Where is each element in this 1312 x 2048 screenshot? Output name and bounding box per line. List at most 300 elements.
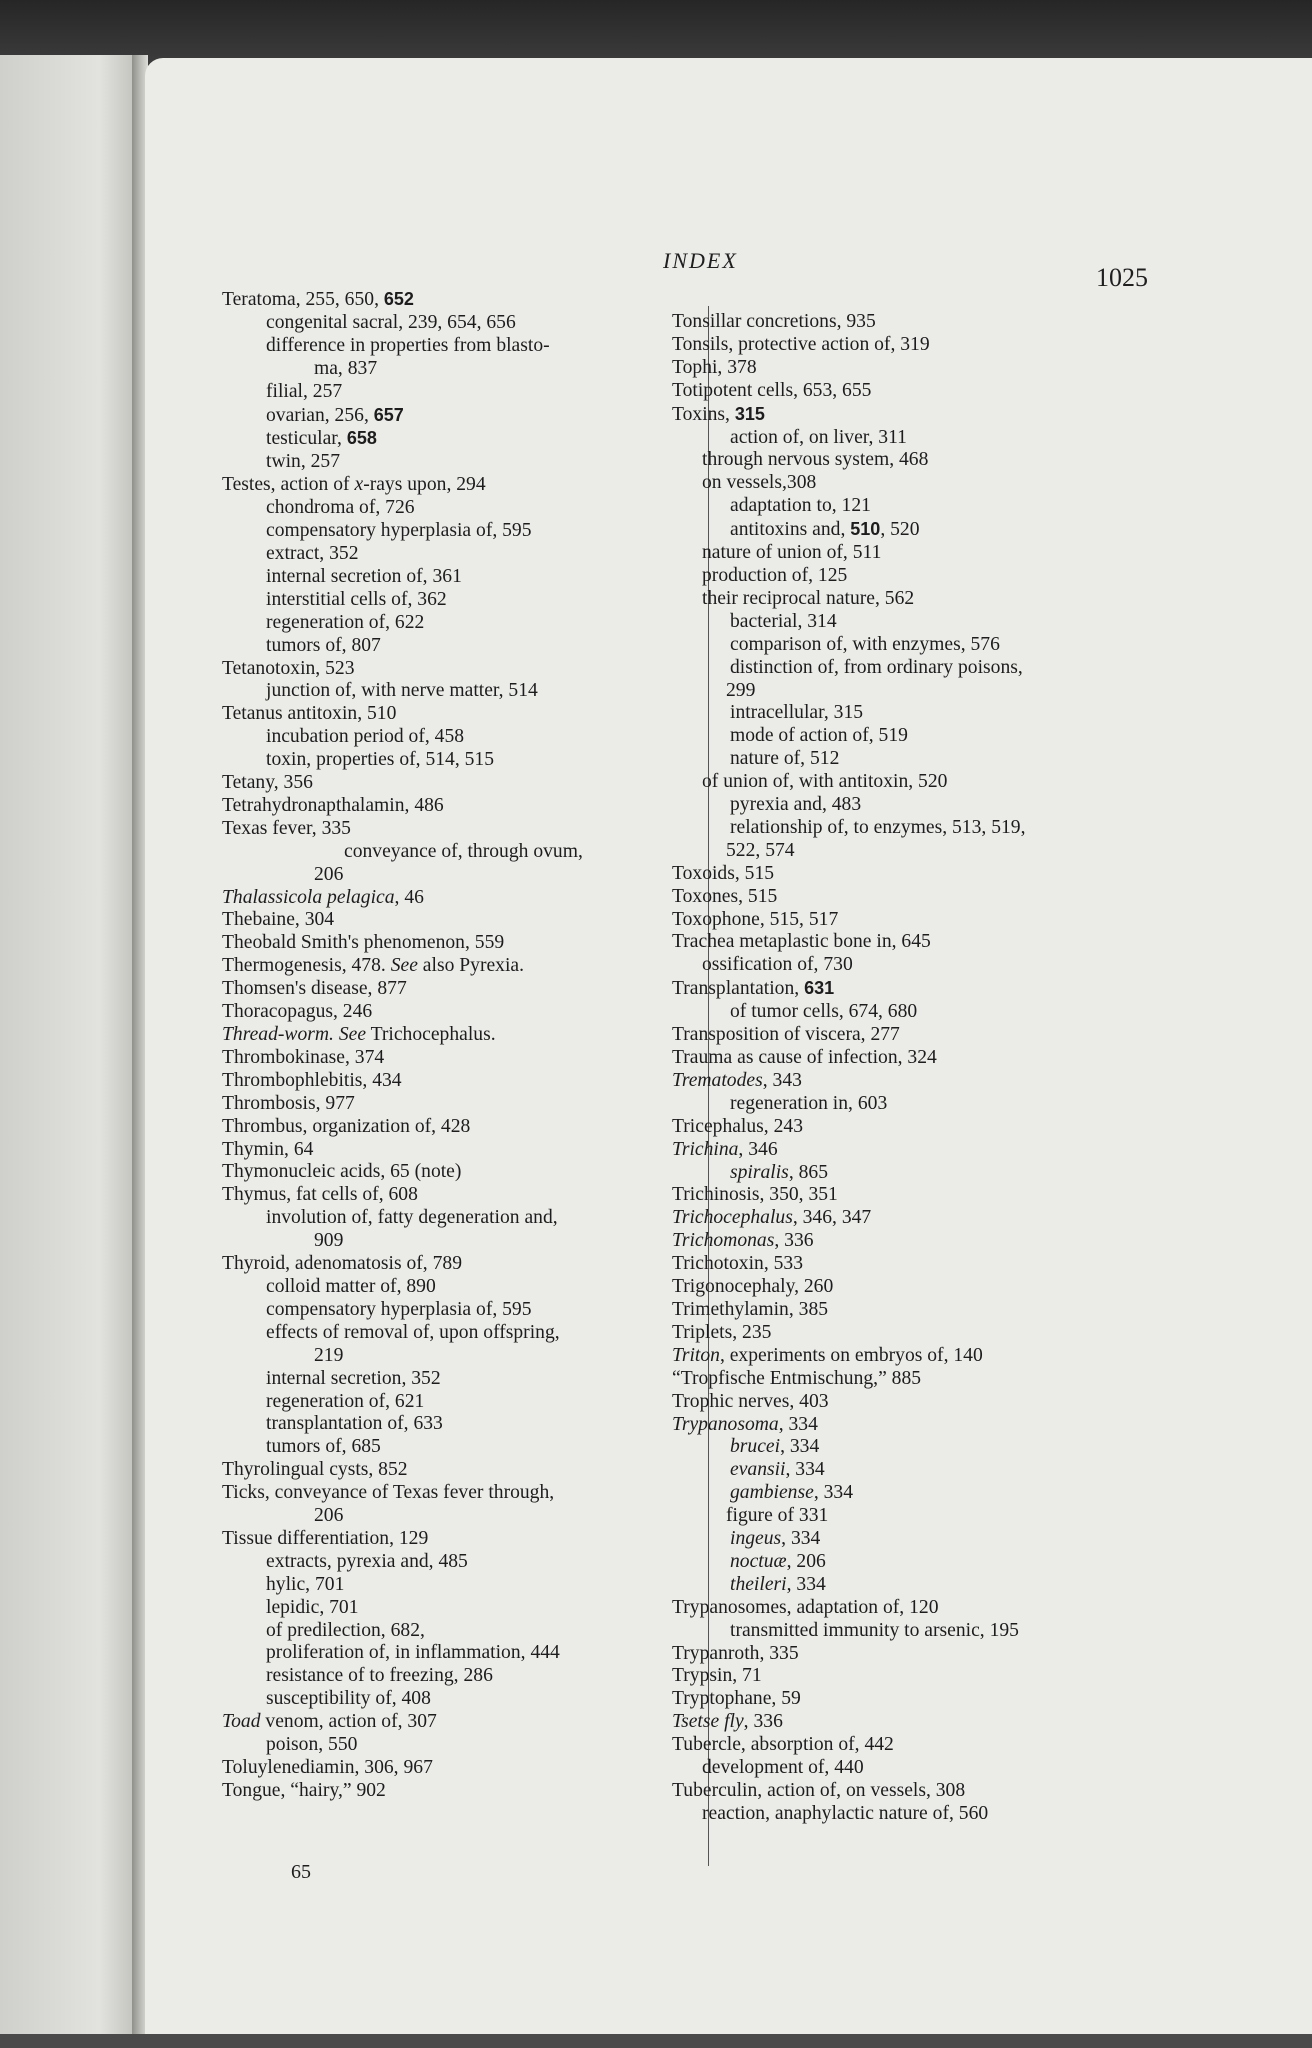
index-entry-text: , experiments on embryos of, 140 bbox=[719, 1344, 983, 1366]
index-entry-text: Thoracopagus, 246 bbox=[222, 1001, 373, 1023]
index-entry-text: Testes, action of bbox=[222, 474, 355, 496]
index-entry-text: Transposition of viscera, 277 bbox=[672, 1024, 900, 1046]
index-entry bbox=[222, 1024, 712, 1047]
index-entry-text: Trachea metaplastic bone in, 645 bbox=[672, 931, 931, 953]
index-entry-text: filial, 257 bbox=[266, 380, 343, 402]
index-entry bbox=[672, 611, 1162, 634]
index-entry-text: Tissue differentiation, 129 bbox=[222, 1527, 429, 1549]
index-entry bbox=[222, 427, 712, 451]
index-entry-text: , 334 bbox=[786, 1573, 826, 1595]
index-entry-text: Trematodes bbox=[672, 1069, 763, 1091]
index-entry-text: congenital sacral, 239, 654, 656 bbox=[266, 311, 516, 333]
index-entry bbox=[672, 954, 1162, 977]
index-entry-text: Tsetse fly bbox=[672, 1711, 744, 1733]
index-entry bbox=[222, 703, 712, 726]
index-entry-text: tumors of, 685 bbox=[266, 1436, 381, 1458]
index-entry bbox=[672, 1322, 1162, 1345]
index-entry-text: difference in properties from blasto- bbox=[266, 334, 550, 356]
index-entry-text: Ticks, conveyance of Texas fever through, bbox=[222, 1482, 555, 1504]
index-entry-text: Tuberculin, action of, on vessels, 308 bbox=[672, 1780, 966, 1801]
index-entry bbox=[672, 1299, 1162, 1322]
index-entry-text: susceptibility of, 408 bbox=[266, 1688, 431, 1710]
index-entry bbox=[672, 1276, 1162, 1299]
index-entry-text: x bbox=[354, 474, 364, 496]
index-entry-text: venom, action of, 307 bbox=[260, 1711, 437, 1733]
index-entry bbox=[222, 589, 712, 612]
index-entry bbox=[672, 542, 1162, 565]
index-entry bbox=[672, 1620, 1162, 1643]
index-entry bbox=[222, 1436, 712, 1459]
index-entry bbox=[222, 1597, 712, 1620]
index-entry bbox=[222, 1207, 712, 1230]
index-entry-text: 657 bbox=[373, 404, 404, 425]
index-entry-text: pyrexia and, 483 bbox=[730, 794, 862, 816]
index-entry-text: , 334 bbox=[780, 1436, 820, 1458]
index-entry-text: , 520 bbox=[880, 519, 920, 541]
index-entry bbox=[672, 909, 1162, 932]
index-entry-text: interstitial cells of, 362 bbox=[266, 588, 447, 610]
index-entry bbox=[672, 1162, 1162, 1185]
index-entry bbox=[672, 1711, 1162, 1734]
index-entry bbox=[672, 657, 1162, 680]
index-entry-text: , 334 bbox=[785, 1459, 825, 1481]
page-number: 1025 bbox=[1096, 263, 1148, 292]
index-entry-text: Thrombosis, 977 bbox=[222, 1092, 355, 1114]
index-entry-text: action of, on liver, 311 bbox=[730, 426, 907, 448]
index-entry-text: Tetanotoxin, 523 bbox=[222, 657, 355, 679]
index-entry-text: , 334 bbox=[778, 1413, 818, 1435]
index-entry bbox=[222, 404, 712, 428]
index-entry-text: Thymin, 64 bbox=[222, 1138, 314, 1160]
index-entry-text: 299 bbox=[726, 679, 756, 701]
index-entry-text: Trypsin, 71 bbox=[672, 1665, 762, 1687]
index-entry-text: Tetany, 356 bbox=[222, 772, 313, 794]
index-entry-text: Trauma as cause of infection, 324 bbox=[672, 1047, 937, 1068]
index-column-right bbox=[672, 311, 1162, 1826]
index-entry bbox=[672, 1184, 1162, 1207]
index-entry-text: also Pyrexia. bbox=[417, 955, 525, 977]
index-entry bbox=[672, 1047, 1162, 1070]
index-entry-text: of union of, with antitoxin, 520 bbox=[702, 771, 948, 793]
index-entry bbox=[672, 1001, 1162, 1024]
index-entry-text: Trichomonas bbox=[672, 1230, 775, 1252]
index-entry bbox=[222, 635, 712, 658]
index-entry bbox=[672, 863, 1162, 886]
index-entry bbox=[672, 1505, 1162, 1528]
index-entry-text: Texas fever, 335 bbox=[222, 817, 351, 839]
index-entry-text: 652 bbox=[383, 289, 414, 309]
index-entry bbox=[672, 472, 1162, 495]
index-entry-text: nature of union of, 511 bbox=[702, 542, 882, 564]
index-entry-text: Tricephalus, 243 bbox=[672, 1115, 803, 1137]
index-entry-text: , 46 bbox=[394, 886, 424, 908]
index-entry-text: production of, 125 bbox=[702, 564, 848, 586]
index-entry bbox=[222, 1001, 712, 1024]
index-entry bbox=[672, 680, 1162, 703]
index-entry-text: Teratoma, 255, 650, bbox=[222, 289, 384, 310]
index-entry-text: Trimethylamin, 385 bbox=[672, 1298, 829, 1320]
index-entry bbox=[672, 634, 1162, 657]
index-entry bbox=[222, 1574, 712, 1597]
index-entry-text: 510 bbox=[850, 519, 881, 540]
index-entry-text: compensatory hyperplasia of, 595 bbox=[266, 520, 532, 542]
index-entry bbox=[672, 1688, 1162, 1711]
index-entry bbox=[672, 1643, 1162, 1666]
index-entry bbox=[672, 449, 1162, 472]
index-entry bbox=[222, 1459, 712, 1482]
index-entry-text: resistance of to freezing, 286 bbox=[266, 1665, 493, 1687]
index-entry-text: regeneration in, 603 bbox=[730, 1092, 888, 1114]
index-entry-text: Theobald Smith's phenomenon, 559 bbox=[222, 932, 505, 954]
index-entry bbox=[222, 1780, 712, 1803]
page-title: INDEX bbox=[663, 248, 738, 273]
index-entry bbox=[222, 1116, 712, 1139]
index-entry-text: Trypanosoma bbox=[672, 1413, 779, 1435]
index-entry bbox=[672, 403, 1162, 427]
index-entry-text: 219 bbox=[314, 1344, 344, 1366]
index-entry bbox=[672, 1093, 1162, 1116]
index-entry-text: , 343 bbox=[762, 1069, 802, 1091]
index-entry-text: distinction of, from ordinary poisons, bbox=[730, 656, 1023, 678]
index-entry-text: 315 bbox=[734, 403, 765, 424]
index-entry bbox=[222, 1528, 712, 1551]
index-entry bbox=[672, 771, 1162, 794]
index-entry-text: Trichina bbox=[672, 1138, 739, 1160]
index-entry-text: Toxoids, 515 bbox=[672, 862, 775, 884]
index-entry-text: Trichocephalus bbox=[672, 1207, 793, 1229]
index-entry bbox=[672, 1207, 1162, 1230]
index-entry-text: mode of action of, 519 bbox=[730, 725, 908, 747]
index-entry bbox=[222, 749, 712, 772]
index-entry-text: Tubercle, absorption of, 442 bbox=[672, 1734, 894, 1756]
index-entry-text: 522, 574 bbox=[726, 839, 795, 861]
index-entry-text: Triton bbox=[672, 1344, 720, 1366]
index-entry bbox=[672, 748, 1162, 771]
index-entry-text: Tonsils, protective action of, 319 bbox=[672, 333, 930, 355]
index-entry-text: involution of, fatty degeneration and, bbox=[266, 1207, 558, 1229]
index-entry-text: junction of, with nerve matter, 514 bbox=[266, 680, 538, 702]
index-entry-text: antitoxins and, bbox=[730, 519, 851, 541]
index-entry bbox=[672, 1116, 1162, 1139]
index-entry bbox=[672, 1528, 1162, 1551]
index-entry-text: ovarian, 256, bbox=[266, 404, 374, 426]
index-entry bbox=[222, 1734, 712, 1757]
index-entry bbox=[672, 518, 1162, 542]
index-entry-text: , 336 bbox=[774, 1230, 814, 1252]
index-entry bbox=[672, 1345, 1162, 1368]
index-entry-text: transplantation of, 633 bbox=[266, 1413, 443, 1435]
scan-bottom-edge bbox=[0, 2034, 1312, 2048]
index-entry-text: spiralis bbox=[730, 1161, 789, 1183]
index-entry-text: Thread-worm. bbox=[222, 1024, 334, 1045]
index-entry bbox=[222, 978, 712, 1001]
index-entry bbox=[672, 977, 1162, 1001]
index-entry bbox=[222, 1184, 712, 1207]
index-entry-text: Transplantation, bbox=[672, 978, 805, 1000]
index-entry bbox=[672, 1780, 1162, 1803]
index-entry-text: , 334 bbox=[781, 1528, 821, 1550]
index-entry bbox=[222, 612, 712, 635]
index-entry bbox=[672, 1414, 1162, 1437]
index-entry-text: brucei bbox=[730, 1436, 781, 1458]
index-entry-text: Tetanus antitoxin, 510 bbox=[222, 703, 397, 725]
index-entry bbox=[222, 1368, 712, 1391]
index-entry bbox=[672, 1665, 1162, 1688]
index-entry-text: chondroma of, 726 bbox=[266, 497, 415, 519]
index-entry bbox=[222, 909, 712, 932]
index-entry-text: twin, 257 bbox=[266, 451, 341, 473]
index-column-left bbox=[222, 288, 712, 1803]
index-entry bbox=[672, 1024, 1162, 1047]
index-entry bbox=[222, 1711, 712, 1734]
index-entry-text: Trophic nerves, 403 bbox=[672, 1390, 829, 1412]
index-entry bbox=[672, 380, 1162, 403]
index-entry bbox=[672, 1734, 1162, 1757]
index-entry-text: ossification of, 730 bbox=[702, 954, 853, 976]
index-entry bbox=[222, 1757, 712, 1780]
index-entry bbox=[672, 886, 1162, 909]
index-entry-text: Thyroid, adenomatosis of, 789 bbox=[222, 1253, 462, 1275]
index-entry-text: , 336 bbox=[743, 1711, 783, 1733]
index-entry bbox=[672, 840, 1162, 863]
index-entry bbox=[222, 1253, 712, 1276]
facing-page-edge bbox=[0, 55, 142, 2048]
index-entry bbox=[222, 520, 712, 543]
index-entry bbox=[222, 1047, 712, 1070]
index-entry-text: Trichotoxin, 533 bbox=[672, 1253, 804, 1275]
index-entry bbox=[672, 1757, 1162, 1780]
index-entry-text: Thrombus, organization of, 428 bbox=[222, 1115, 471, 1137]
index-entry-text: Tonsillar concretions, 935 bbox=[672, 311, 876, 332]
index-entry bbox=[222, 1276, 712, 1299]
index-entry bbox=[672, 588, 1162, 611]
index-entry-text: Totipotent cells, 653, 655 bbox=[672, 379, 872, 401]
index-entry-text: Tetrahydronapthalamin, 486 bbox=[222, 794, 444, 816]
index-entry bbox=[222, 312, 712, 335]
index-entry bbox=[672, 1436, 1162, 1459]
index-entry-text: poison, 550 bbox=[266, 1734, 358, 1756]
index-entry-text: ingeus bbox=[730, 1528, 782, 1550]
index-entry bbox=[672, 565, 1162, 588]
index-entry-text: internal secretion of, 361 bbox=[266, 565, 462, 587]
index-entry-text: of tumor cells, 674, 680 bbox=[730, 1001, 918, 1023]
index-entry-text: Tophi, 378 bbox=[672, 356, 757, 378]
index-entry bbox=[672, 725, 1162, 748]
index-entry-text: noctuæ bbox=[730, 1550, 787, 1572]
index-entry bbox=[672, 1368, 1162, 1391]
index-entry-text: , 346 bbox=[738, 1138, 778, 1160]
index-entry bbox=[222, 1688, 712, 1711]
index-entry bbox=[222, 1093, 712, 1116]
index-entry-text: toxin, properties of, 514, 515 bbox=[266, 749, 495, 771]
index-entry bbox=[222, 543, 712, 566]
index-entry bbox=[672, 1139, 1162, 1162]
index-entry bbox=[672, 931, 1162, 954]
index-entry bbox=[222, 680, 712, 703]
index-entry-text: -rays upon, 294 bbox=[363, 474, 486, 496]
index-entry bbox=[672, 1597, 1162, 1620]
index-entry-text: Toxins, bbox=[672, 403, 735, 425]
index-entry bbox=[222, 1665, 712, 1688]
index-entry bbox=[672, 794, 1162, 817]
index-entry-text: Thrombokinase, 374 bbox=[222, 1046, 385, 1068]
index-entry bbox=[222, 1139, 712, 1162]
index-entry-text: extract, 352 bbox=[266, 542, 359, 564]
index-entry-text: Toluylenediamin, 306, 967 bbox=[222, 1757, 433, 1778]
index-entry-text: proliferation of, in inflammation, 444 bbox=[266, 1642, 560, 1664]
index-entry bbox=[222, 864, 712, 887]
index-entry bbox=[672, 1482, 1162, 1505]
index-entry bbox=[672, 1391, 1162, 1414]
index-entry bbox=[222, 726, 712, 749]
index-entry-text: Trichinosis, 350, 351 bbox=[672, 1184, 838, 1206]
index-entry-text: regeneration of, 621 bbox=[266, 1390, 425, 1412]
index-entry bbox=[222, 658, 712, 681]
index-entry-text: comparison of, with enzymes, 576 bbox=[730, 633, 1000, 655]
index-entry bbox=[222, 772, 712, 795]
index-entry-text: Trichocephalus. bbox=[366, 1024, 496, 1045]
index-entry bbox=[222, 887, 712, 910]
index-entry bbox=[672, 702, 1162, 725]
index-entry-text: effects of removal of, upon offspring, bbox=[266, 1321, 560, 1343]
index-entry-text: transmitted immunity to arsenic, 195 bbox=[730, 1619, 1019, 1641]
index-entry-text: through nervous system, 468 bbox=[702, 449, 929, 471]
index-entry-text: Thyrolingual cysts, 852 bbox=[222, 1459, 408, 1481]
index-entry-text: “Tropfische Entmischung,” 885 bbox=[672, 1367, 922, 1389]
index-entry-text: Thalassicola pelagica bbox=[222, 886, 395, 908]
index-entry bbox=[672, 1070, 1162, 1093]
index-entry-text: See bbox=[390, 955, 418, 977]
index-entry-text: Thymonucleic acids, 65 (note) bbox=[222, 1161, 462, 1183]
index-entry bbox=[672, 334, 1162, 357]
index-entry bbox=[222, 288, 712, 312]
index-entry-text: , 206 bbox=[786, 1550, 826, 1572]
index-entry-text: of predilection, 682, bbox=[266, 1619, 425, 1641]
index-entry-text: 631 bbox=[804, 978, 835, 999]
index-entry bbox=[222, 1413, 712, 1436]
signature-mark: 65 bbox=[291, 1861, 311, 1883]
index-entry-text: 206 bbox=[314, 1505, 344, 1527]
index-entry bbox=[222, 451, 712, 474]
index-entry-text: reaction, anaphylactic nature of, 560 bbox=[702, 1802, 989, 1824]
index-entry bbox=[672, 357, 1162, 380]
index-entry bbox=[222, 1345, 712, 1368]
index-entry-text: testicular, bbox=[266, 428, 347, 450]
index-entry bbox=[222, 1299, 712, 1322]
index-entry bbox=[672, 1230, 1162, 1253]
index-entry-text: intracellular, 315 bbox=[730, 702, 864, 724]
index-entry-text: conveyance of, through ovum, bbox=[344, 840, 583, 862]
index-entry bbox=[222, 1391, 712, 1414]
index-entry-text: Thomsen's disease, 877 bbox=[222, 978, 407, 1000]
index-entry bbox=[672, 1803, 1162, 1826]
index-entry bbox=[672, 1459, 1162, 1482]
index-entry bbox=[672, 311, 1162, 334]
index-entry bbox=[222, 1161, 712, 1184]
index-entry-text: Thebaine, 304 bbox=[222, 909, 335, 931]
index-entry bbox=[222, 795, 712, 818]
index-entry-text: 206 bbox=[314, 863, 344, 885]
index-entry bbox=[222, 932, 712, 955]
index-entry-text: Toxones, 515 bbox=[672, 885, 778, 907]
index-entry-text: , 334 bbox=[813, 1482, 853, 1504]
index-entry-text: regeneration of, 622 bbox=[266, 611, 425, 633]
index-entry bbox=[222, 1482, 712, 1505]
index-entry bbox=[222, 1642, 712, 1665]
index-entry bbox=[222, 1551, 712, 1574]
index-entry-text: internal secretion, 352 bbox=[266, 1367, 441, 1389]
index-entry bbox=[222, 381, 712, 404]
index-entry bbox=[672, 495, 1162, 518]
index-entry bbox=[222, 1230, 712, 1253]
index-entry-text: gambiense bbox=[730, 1482, 814, 1504]
index-entry bbox=[222, 335, 712, 358]
index-entry-text: adaptation to, 121 bbox=[730, 495, 871, 517]
index-entry-text: hylic, 701 bbox=[266, 1573, 345, 1595]
index-entry-text: Trypanroth, 335 bbox=[672, 1642, 799, 1664]
index-entry bbox=[222, 1070, 712, 1093]
index-entry-text: bacterial, 314 bbox=[730, 610, 837, 632]
index-entry-text: , 865 bbox=[788, 1161, 828, 1183]
index-entry bbox=[222, 955, 712, 978]
index-entry-text: Toxophone, 515, 517 bbox=[672, 908, 839, 930]
index-entry bbox=[222, 497, 712, 520]
index-entry bbox=[672, 427, 1162, 450]
index-entry bbox=[222, 358, 712, 381]
index-entry-text: incubation period of, 458 bbox=[266, 726, 465, 748]
index-entry bbox=[222, 818, 712, 841]
index-entry-text: Thermogenesis, 478. bbox=[222, 955, 391, 977]
index-entry-text: tumors of, 807 bbox=[266, 634, 381, 656]
index-entry bbox=[672, 1551, 1162, 1574]
index-entry bbox=[222, 1620, 712, 1643]
index-entry bbox=[222, 474, 712, 497]
index-entry bbox=[672, 1574, 1162, 1597]
index-entry-text: Tongue, “hairy,” 902 bbox=[222, 1779, 386, 1801]
index-entry-text: evansii bbox=[730, 1459, 786, 1481]
index-entry-text: extracts, pyrexia and, 485 bbox=[266, 1550, 468, 1572]
index-entry-text: on vessels,308 bbox=[702, 472, 817, 494]
index-entry-text: Thrombophlebitis, 434 bbox=[222, 1069, 402, 1091]
index-entry-text: 658 bbox=[346, 428, 377, 449]
index-entry-text: Trigonocephaly, 260 bbox=[672, 1276, 834, 1298]
index-entry bbox=[672, 1253, 1162, 1276]
index-entry-text: figure of 331 bbox=[726, 1505, 829, 1527]
index-entry-text: Triplets, 235 bbox=[672, 1321, 772, 1343]
index-entry-text: 909 bbox=[314, 1230, 344, 1252]
index-entry-text: , 346, 347 bbox=[792, 1207, 872, 1229]
index-entry-text: development of, 440 bbox=[702, 1757, 864, 1779]
index-entry bbox=[222, 1505, 712, 1528]
index-entry-text: their reciprocal nature, 562 bbox=[702, 587, 915, 609]
index-entry-text: Tryptophane, 59 bbox=[672, 1688, 801, 1710]
index-entry-text: Toad bbox=[222, 1711, 261, 1733]
index-entry bbox=[222, 566, 712, 589]
index-entry bbox=[672, 817, 1162, 840]
index-entry-text: ma, 837 bbox=[314, 357, 378, 379]
index-entry-text: lepidic, 701 bbox=[266, 1596, 359, 1618]
index-entry bbox=[222, 841, 712, 864]
index-entry-text: theileri bbox=[730, 1573, 787, 1595]
index-entry-text: nature of, 512 bbox=[730, 748, 840, 770]
index-entry-text: relationship of, to enzymes, 513, 519, bbox=[730, 816, 1026, 838]
index-entry-text: Thymus, fat cells of, 608 bbox=[222, 1184, 418, 1206]
index-entry bbox=[222, 1322, 712, 1345]
index-entry-text: See bbox=[338, 1024, 367, 1045]
index-entry-text: compensatory hyperplasia of, 595 bbox=[266, 1298, 532, 1320]
index-entry-text: Trypanosomes, adaptation of, 120 bbox=[672, 1596, 939, 1618]
index-entry-text: colloid matter of, 890 bbox=[266, 1275, 436, 1297]
